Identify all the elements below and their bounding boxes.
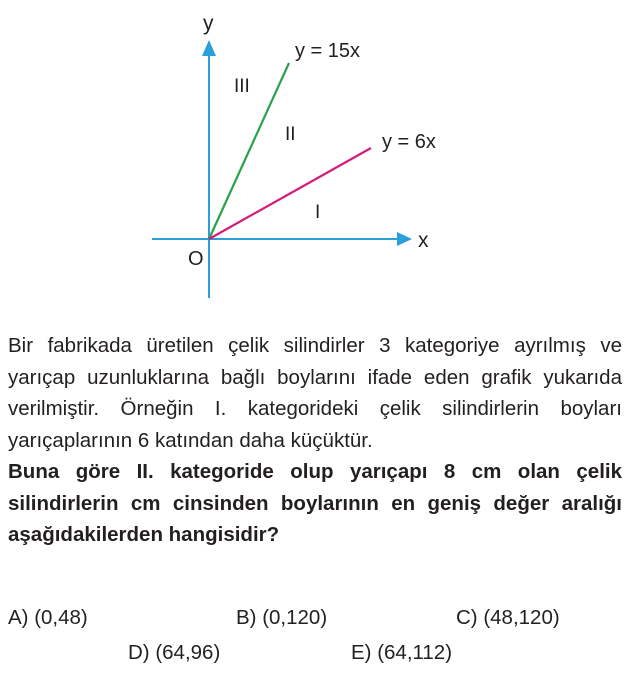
problem-paragraph: Bir fabrikada üretilen çelik silindirler 3 kategoriye ayrılmış ve yarıçap uzunluklarına bağlı boylarını ifade eden grafik yukarıda verilmiştir. Örneğin I. kategorideki çelik silindirlerin boyları yarıçaplarının 6 katından daha küçüktür. <box>8 334 622 452</box>
region-II-label: II <box>285 124 296 145</box>
y-axis-label: y <box>203 12 214 35</box>
question-text: Buna göre II. kategoride olup yarıçapı 8 cm olan çelik silindirlerin cm cinsinden boylarının en geniş değer aralığı aşağıdakilerden hangisidir? <box>8 460 622 546</box>
region-I-label: I <box>315 202 321 223</box>
option-c[interactable]: C) (48,120) <box>456 606 560 629</box>
region-III-label: III <box>234 76 250 97</box>
x-axis-label: x <box>418 229 429 252</box>
y-axis-arrow-icon <box>202 40 216 56</box>
option-d[interactable]: D) (64,96) <box>128 641 221 664</box>
line-y-15x-label: y = 15x <box>295 40 361 62</box>
option-a[interactable]: A) (0,48) <box>8 606 88 629</box>
line-y-6x-label: y = 6x <box>382 131 436 153</box>
option-e[interactable]: E) (64,112) <box>351 641 453 664</box>
line-y-6x <box>209 148 371 239</box>
coordinate-graph <box>0 0 631 310</box>
origin-label: O <box>188 248 204 270</box>
option-b[interactable]: B) (0,120) <box>236 606 328 629</box>
x-axis-arrow-icon <box>397 232 412 246</box>
